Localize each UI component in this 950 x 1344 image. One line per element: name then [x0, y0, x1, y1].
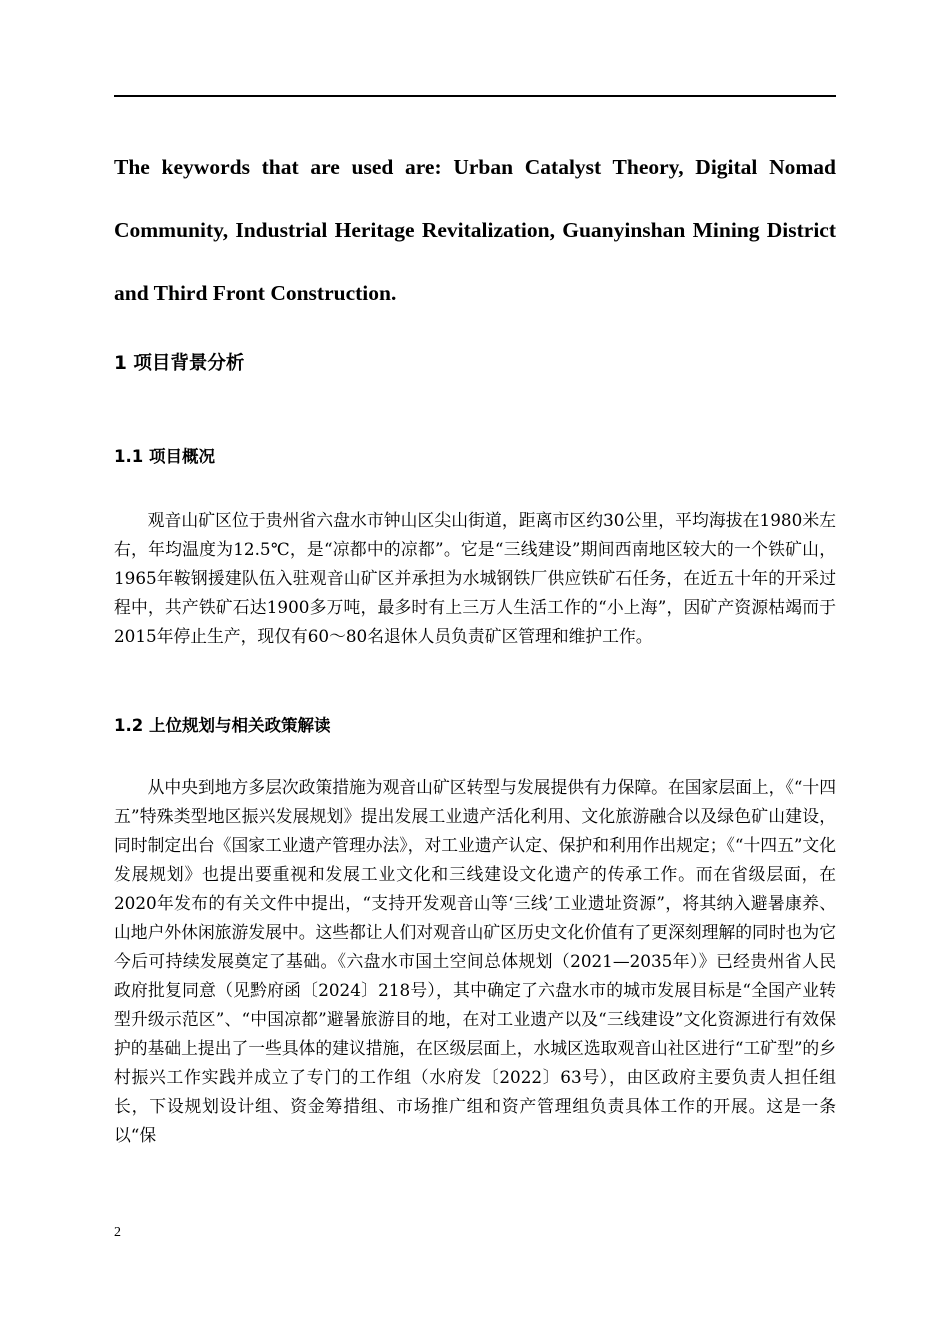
policy-interpretation-paragraph: 从中央到地方多层次政策措施为观音山矿区转型与发展提供有力保障。在国家层面上，《“十四五”特殊类型地区振兴发展规划》提出发展工业遗产活化利用、文化旅游融合以及绿色矿山建设，同时制定出台《国家工业遗产管理办法》，对工业遗产认定、保护和利用作出规定；《“十四五”文化发展规划》也提出要重视和发展工业文化和三线建设文化遗产的传承工作。而在省级层面，在2020年发布的有关文件中提出，“支持开发观音山等‘三线’工业遗址资源”，将其纳入避暑康养、山地户外休闲旅游发展中。这些都让人们对观音山矿区历史文化价值有了更深刻理解的同时也为它今后可持续发展奠定了基础。《六盘水市国土空间总体规划（2021—2035年）》已经贵州省人民政府批复同意（见黔府函〔2024〕218号），其中确定了六盘水市的城市发展目标是“全国产业转型升级示范区”、“中国凉都”避暑旅游目的地，在对工业遗产以及“三线建设”文化资源进行有效保护的基础上提出了一些具体的建议措施，在区级层面上，水城区选取观音山社区进行“工矿型”的乡村振兴工作实践并成立了专门的工作组（水府发〔2022〕63号），由区政府主要负责人担任组长，下设规划设计组、资金筹措组、市场推广组和资产管理组负责具体工作的开展。这是一条以“保 [114, 777, 836, 1145]
header-rule [114, 95, 836, 97]
keywords-paragraph: The keywords that are used are: Urban Catalyst Theory, Digital Nomad Community, Industrial Heritage Revitalization, Guanyinshan Mining District and Third Front Construction. [114, 155, 836, 305]
section-heading-1-2: 1.2 上位规划与相关政策解读 [114, 716, 331, 735]
section-heading-1-1: 1.1 项目概况 [114, 447, 215, 466]
section-heading-1: 1 项目背景分析 [114, 353, 245, 374]
page-number: 2 [114, 1225, 121, 1240]
project-overview-paragraph: 观音山矿区位于贵州省六盘水市钟山区尖山街道，距离市区约30公里，平均海拔在1980米左右，年均温度为12.5℃，是“凉都中的凉都”。它是“三线建设”期间西南地区较大的一个铁矿山，1965年鞍钢援建队伍入驻观音山矿区并承担为水城钢铁厂供应铁矿石任务，在近五十年的开采过程中，共产铁矿石达1900多万吨，最多时有上三万人生活工作的“小上海”，因矿产资源枯竭而于2015年停止生产，现仅有60～80名退休人员负责矿区管理和维护工作。 [114, 510, 836, 646]
